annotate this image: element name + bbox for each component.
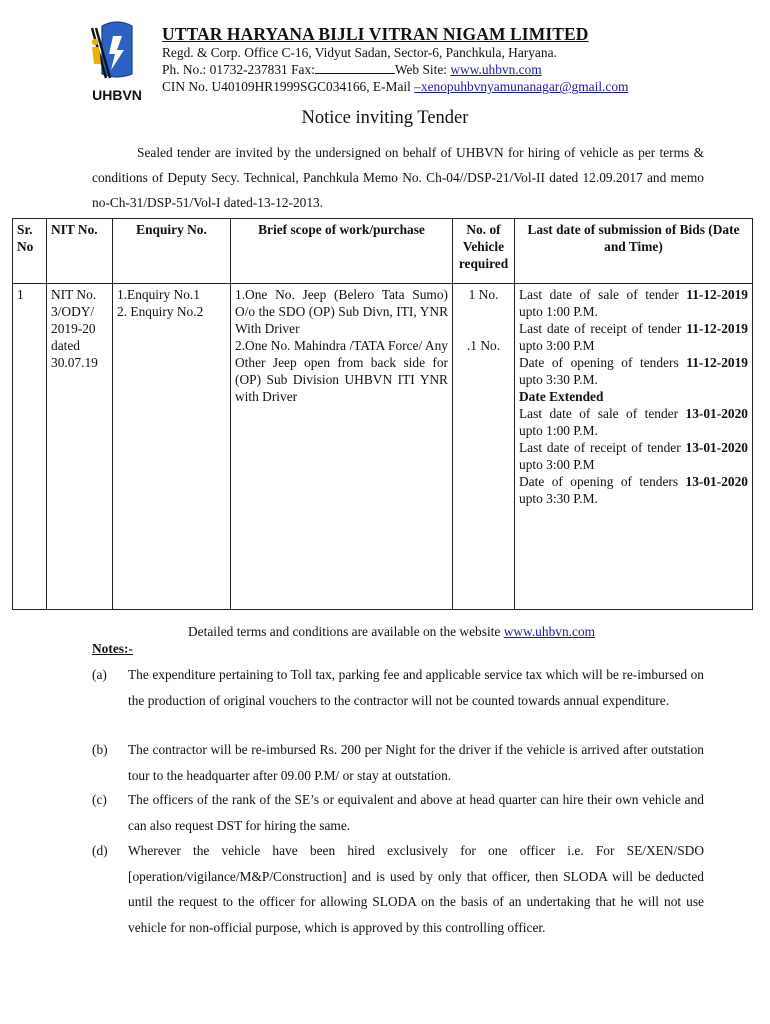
detail-website-link[interactable]: www.uhbvn.com [503, 624, 596, 639]
website-link[interactable]: www.uhbvn.com [450, 62, 542, 77]
cell-dates [515, 284, 753, 610]
enquiry-2: 2. Enquiry No.2 [117, 304, 204, 319]
date-line: Last date of sale of tender 13-01-2020 upto 1:00 P.M. [519, 406, 748, 438]
tender-table [12, 218, 753, 610]
contact-line: Ph. No.: 01732-237831 Fax: Web Site: www.uhbvn.com [162, 62, 542, 77]
table-row [13, 284, 753, 610]
note-label: (a) [92, 667, 107, 682]
cell-enquiry [113, 284, 231, 610]
date-line: Last date of receipt of tender 13-01-2020 upto 3:00 P.M [519, 440, 748, 472]
date-line: Date of opening of tenders 11-12-2019 upto 3:30 P.M. [519, 355, 748, 387]
address-line: Regd. & Corp. Office C-16, Vidyut Sadan, Sector-6, Panchkula, Haryana. [162, 45, 557, 60]
header-sr-no: Sr. No [13, 219, 47, 284]
uhbvn-logo [84, 20, 150, 110]
note-label: (d) [92, 843, 108, 858]
date-line: Last date of sale of tender 11-12-2019 upto 1:00 P.M. [519, 287, 748, 319]
note-c [92, 787, 704, 838]
date-line: Last date of receipt of tender 11-12-2019 upto 3:00 P.M [519, 321, 748, 353]
scope-item-1: 1.One No. Jeep (Belero Tata Sumo) O/o the SDO (OP) Sub Divn, ITI, YNR With Driver [235, 287, 448, 336]
organization-name: UTTAR HARYANA BIJLI VITRAN NIGAM LIMITED [162, 24, 589, 44]
quantity-1: 1 No. [468, 287, 499, 302]
header-enquiry-no: Enquiry No. [113, 219, 231, 284]
notes-heading: Notes:- [92, 641, 133, 656]
note-label: (c) [92, 792, 107, 807]
notice-title: Notice inviting Tender [301, 108, 469, 128]
note-text: The contractor will be re-imbursed Rs. 200 per Night for the driver if the vehicle is arrived after outstation tour to the headquarter after 09.00 P.M/ or stay at outstation. [128, 742, 704, 783]
email-link[interactable]: –xenopuhbvnyamunanagar@gmail.com [414, 79, 629, 94]
note-label: (b) [92, 742, 108, 757]
date-extended-line: Date Extended [519, 389, 604, 404]
date-line: Date of opening of tenders 13-01-2020 upto 3:30 P.M. [519, 474, 748, 506]
cell-scope [231, 284, 453, 610]
note-b [92, 737, 704, 788]
cin-line: CIN No. U40109HR1999SGC034166, E-Mail –xenopuhbvnyamunanagar@gmail.com [162, 79, 629, 94]
header-last-date: Last date of submission of Bids (Date and Time) [515, 219, 753, 284]
enquiry-1: 1.Enquiry No.1 [117, 287, 200, 302]
header-nit-no: NIT No. [47, 219, 113, 284]
table-header-row [13, 219, 753, 284]
note-a [92, 662, 704, 713]
note-d [92, 838, 704, 940]
header-scope: Brief scope of work/purchase [231, 219, 453, 284]
scope-item-2: 2.One No. Mahindra /TATA Force/ Any Other Jeep open from back side for (OP) Sub Division UHBVN ITI YNR with Driver [235, 338, 448, 404]
note-text: The officers of the rank of the SE’s or equivalent and above at head quarter can hire their own vehicle and can also request DST for hiring the same. [128, 792, 704, 833]
quantity-2: .1 No. [466, 338, 501, 353]
fax-blank [315, 62, 395, 74]
cell-sr: 1 [13, 284, 47, 610]
note-text: The expenditure pertaining to Toll tax, parking fee and applicable service tax which will be re-imbursed on the production of original vouchers to the contractor will not be counted towards annual expenditure. [128, 667, 704, 708]
cell-quantity [453, 284, 515, 610]
svg-text:UHBVN: UHBVN [92, 87, 142, 103]
intro-paragraph: Sealed tender are invited by the undersigned on behalf of UHBVN for hiring of vehicle as per terms & conditions of Deputy Secy. Technical, Panchkula Memo No. Ch-04//DSP-21/Vol-II dated 12.09.2017 and memo no-Ch-31/DSP-51/Vol-I dated-13-12-2013. [92, 145, 704, 210]
header-vehicles: No. of Vehicle required [453, 219, 515, 284]
cell-nit: NIT No. 3/ODY/ 2019-20 dated 30.07.19 [47, 284, 113, 610]
detail-line: Detailed terms and conditions are available on the website www.uhbvn.com [188, 624, 596, 639]
note-text: Wherever the vehicle have been hired exclusively for one officer i.e. For SE/XEN/SDO [operation/vigilance/M&P/Construction] and is used by only that officer, then SLODA will be deducted until the request to the officer for allowing SLODA on the basis of an undertaking that he will not use vehicle for non-official purpose, which is approved by this controlling officer. [128, 843, 704, 935]
